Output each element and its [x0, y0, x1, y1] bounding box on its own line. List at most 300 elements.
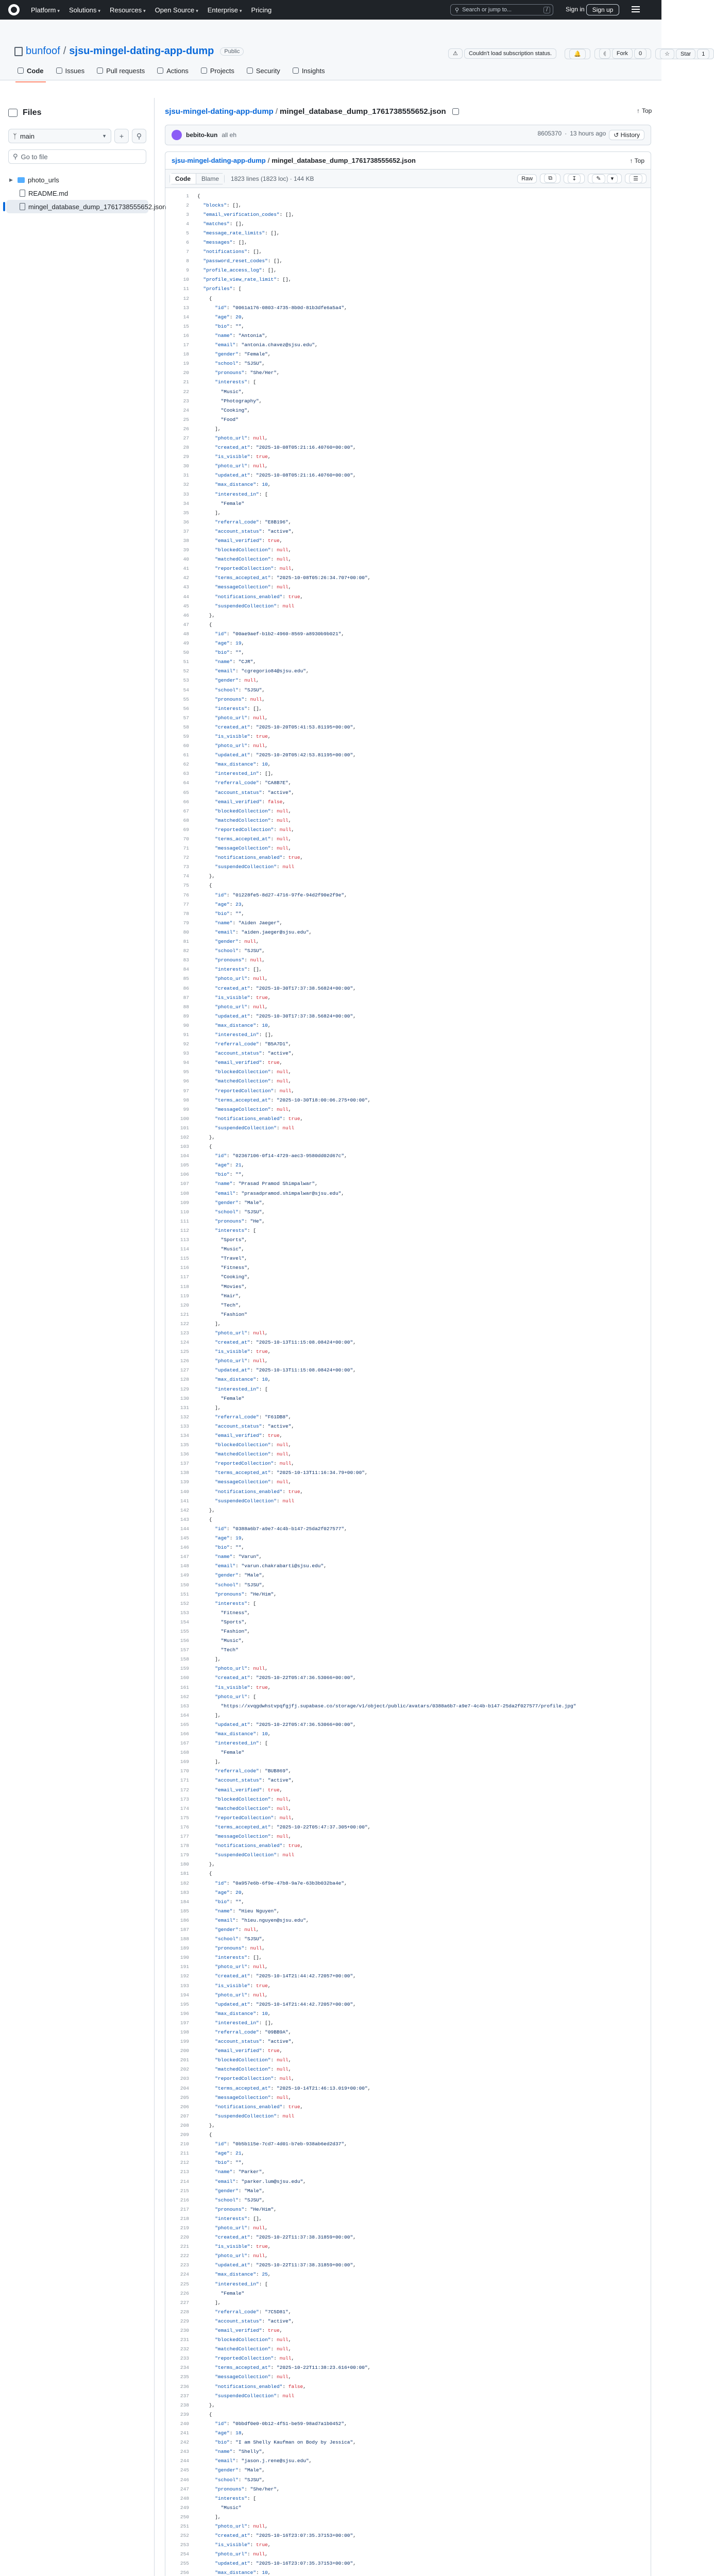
line-number[interactable]: 124 — [180, 1340, 189, 1346]
line-number[interactable]: 179 — [180, 1852, 189, 1858]
tab-actions[interactable]: Actions — [152, 64, 194, 78]
top-button[interactable]: ↑ Top — [637, 107, 652, 114]
repo-owner-link[interactable]: bunfoof — [26, 45, 60, 57]
line-number[interactable]: 89 — [183, 1013, 189, 1019]
line-number[interactable]: 86 — [183, 985, 189, 991]
line-number[interactable]: 217 — [180, 2206, 189, 2212]
line-number[interactable]: 122 — [180, 1320, 189, 1327]
sign-up-button[interactable]: Sign up — [586, 4, 619, 15]
line-number[interactable]: 50 — [183, 650, 189, 656]
line-number[interactable]: 88 — [183, 1004, 189, 1010]
line-number[interactable]: 82 — [183, 948, 189, 954]
line-number[interactable]: 171 — [180, 1777, 189, 1784]
line-number[interactable]: 256 — [180, 2570, 189, 2576]
line-number[interactable]: 55 — [183, 696, 189, 702]
search-files-button[interactable] — [132, 129, 146, 143]
line-number[interactable]: 107 — [180, 1181, 189, 1187]
github-logo-icon[interactable] — [8, 4, 20, 15]
line-number[interactable]: 119 — [180, 1293, 189, 1299]
tab-insights[interactable]: Insights — [287, 64, 330, 78]
line-number[interactable]: 137 — [180, 1461, 189, 1467]
line-number[interactable]: 102 — [180, 1134, 189, 1141]
line-number[interactable]: 26 — [183, 426, 189, 432]
line-number[interactable]: 251 — [180, 2523, 189, 2529]
tree-item-readme[interactable] — [6, 187, 148, 200]
line-number[interactable]: 16 — [183, 332, 189, 338]
download-button[interactable] — [564, 174, 585, 183]
line-number[interactable]: 193 — [180, 1982, 189, 1989]
line-number[interactable]: 224 — [180, 2272, 189, 2278]
line-number[interactable]: 240 — [180, 2420, 189, 2427]
line-number[interactable]: 115 — [180, 1256, 189, 1262]
line-number[interactable]: 70 — [183, 836, 189, 842]
line-number[interactable]: 200 — [180, 2048, 189, 2054]
line-number[interactable]: 210 — [180, 2141, 189, 2147]
line-number[interactable]: 77 — [183, 901, 189, 907]
line-number[interactable]: 62 — [183, 761, 189, 768]
line-number[interactable]: 191 — [180, 1964, 189, 1970]
line-number[interactable]: 187 — [180, 1926, 189, 1933]
line-number[interactable]: 11 — [183, 286, 189, 292]
line-number[interactable]: 173 — [180, 1796, 189, 1802]
line-number[interactable]: 78 — [183, 910, 189, 917]
sidebar-toggle-icon[interactable] — [8, 109, 18, 117]
repo-name-link[interactable]: sjsu-mingel-dating-app-dump — [69, 45, 214, 57]
line-number[interactable]: 215 — [180, 2188, 189, 2194]
line-number[interactable]: 128 — [180, 1377, 189, 1383]
line-number[interactable]: 28 — [183, 445, 189, 451]
line-number[interactable]: 203 — [180, 2076, 189, 2082]
edit-button[interactable] — [588, 174, 622, 183]
line-number[interactable]: 206 — [180, 2104, 189, 2110]
breadcrumb-repo-link[interactable]: sjsu-mingel-dating-app-dump — [172, 157, 266, 164]
line-number[interactable]: 123 — [180, 1330, 189, 1336]
line-number[interactable]: 92 — [183, 1041, 189, 1047]
nav-item[interactable]: Platform ▾ — [31, 6, 60, 14]
line-number[interactable]: 120 — [180, 1302, 189, 1308]
line-number[interactable]: 48 — [183, 631, 189, 637]
line-number[interactable]: 110 — [180, 1209, 189, 1215]
line-number[interactable]: 170 — [180, 1768, 189, 1774]
line-number[interactable]: 74 — [183, 873, 189, 879]
line-number[interactable]: 20 — [183, 370, 189, 376]
line-number[interactable]: 117 — [180, 1274, 189, 1280]
line-number[interactable]: 1 — [186, 193, 189, 199]
line-number[interactable]: 169 — [180, 1759, 189, 1765]
line-number[interactable]: 114 — [180, 1246, 189, 1252]
line-number[interactable]: 56 — [183, 705, 189, 711]
line-number[interactable]: 132 — [180, 1414, 189, 1420]
line-number[interactable]: 31 — [183, 472, 189, 479]
line-number[interactable]: 205 — [180, 2094, 189, 2100]
line-number[interactable]: 29 — [183, 454, 189, 460]
add-file-button[interactable] — [114, 129, 129, 143]
line-number[interactable]: 87 — [183, 994, 189, 1001]
line-number[interactable]: 7 — [186, 249, 189, 255]
tab-projects[interactable]: Projects — [196, 64, 240, 78]
line-number[interactable]: 13 — [183, 304, 189, 311]
line-number[interactable]: 27 — [183, 435, 189, 441]
line-number[interactable]: 57 — [183, 715, 189, 721]
line-number[interactable]: 219 — [180, 2225, 189, 2231]
line-number[interactable]: 37 — [183, 528, 189, 534]
line-number[interactable]: 12 — [183, 295, 189, 301]
line-number[interactable]: 24 — [183, 407, 189, 413]
line-number[interactable]: 196 — [180, 2010, 189, 2016]
line-number[interactable]: 85 — [183, 976, 189, 982]
line-number[interactable]: 146 — [180, 1545, 189, 1551]
line-number[interactable]: 131 — [180, 1404, 189, 1411]
line-number[interactable]: 153 — [180, 1609, 189, 1616]
line-number[interactable]: 164 — [180, 1712, 189, 1718]
line-number[interactable]: 46 — [183, 612, 189, 618]
line-number[interactable]: 246 — [180, 2477, 189, 2483]
line-number[interactable]: 152 — [180, 1600, 189, 1606]
line-number[interactable]: 17 — [183, 342, 189, 348]
line-number[interactable]: 25 — [183, 416, 189, 422]
commit-message[interactable]: all eh — [222, 131, 237, 139]
line-number[interactable]: 255 — [180, 2561, 189, 2567]
line-number[interactable]: 15 — [183, 323, 189, 329]
line-number[interactable]: 35 — [183, 510, 189, 516]
line-number[interactable]: 51 — [183, 659, 189, 665]
line-number[interactable]: 229 — [180, 2318, 189, 2324]
line-number[interactable]: 149 — [180, 1572, 189, 1579]
line-number[interactable]: 41 — [183, 566, 189, 572]
nav-item[interactable]: Resources ▾ — [109, 6, 146, 14]
blame-view-button[interactable]: Blame — [196, 174, 224, 184]
line-number[interactable]: 237 — [180, 2393, 189, 2399]
line-number[interactable]: 135 — [180, 1442, 189, 1448]
line-number[interactable]: 67 — [183, 808, 189, 814]
line-number[interactable]: 142 — [180, 1507, 189, 1513]
line-number[interactable]: 188 — [180, 1936, 189, 1942]
line-number[interactable]: 147 — [180, 1554, 189, 1560]
line-number[interactable]: 34 — [183, 500, 189, 506]
line-number[interactable]: 84 — [183, 967, 189, 973]
line-number[interactable]: 165 — [180, 1721, 189, 1727]
line-number[interactable]: 150 — [180, 1582, 189, 1588]
line-number[interactable]: 143 — [180, 1516, 189, 1522]
line-number[interactable]: 72 — [183, 855, 189, 861]
line-number[interactable]: 242 — [180, 2439, 189, 2446]
line-number[interactable]: 202 — [180, 2066, 189, 2073]
line-number[interactable]: 208 — [180, 2122, 189, 2128]
line-number[interactable]: 162 — [180, 1693, 189, 1700]
line-number[interactable]: 129 — [180, 1386, 189, 1392]
line-number[interactable]: 197 — [180, 2020, 189, 2026]
line-number[interactable]: 63 — [183, 771, 189, 777]
line-number[interactable]: 175 — [180, 1815, 189, 1821]
notifications-button[interactable] — [565, 48, 590, 59]
tab-security[interactable]: Security — [242, 64, 285, 78]
line-number[interactable]: 100 — [180, 1115, 189, 1122]
line-number[interactable]: 225 — [180, 2281, 189, 2287]
line-number[interactable]: 154 — [180, 1619, 189, 1625]
line-number[interactable]: 245 — [180, 2467, 189, 2473]
line-number[interactable]: 105 — [180, 1162, 189, 1168]
line-number[interactable]: 136 — [180, 1451, 189, 1458]
line-number[interactable]: 227 — [180, 2299, 189, 2306]
tab-pull-requests[interactable]: Pull requests — [92, 64, 150, 78]
line-number[interactable]: 216 — [180, 2197, 189, 2203]
line-number[interactable]: 111 — [180, 1218, 189, 1224]
copy-path-icon[interactable] — [452, 108, 459, 115]
line-number[interactable]: 172 — [180, 1787, 189, 1793]
star-button[interactable]: ☆ Star 1 — [655, 48, 714, 59]
line-number[interactable]: 222 — [180, 2253, 189, 2259]
line-number[interactable]: 249 — [180, 2504, 189, 2511]
line-number[interactable]: 233 — [180, 2355, 189, 2362]
line-number[interactable]: 49 — [183, 640, 189, 647]
line-number[interactable]: 80 — [183, 929, 189, 935]
line-number[interactable]: 223 — [180, 2262, 189, 2268]
line-number[interactable]: 241 — [180, 2430, 189, 2436]
line-number[interactable]: 199 — [180, 2039, 189, 2045]
line-number[interactable]: 66 — [183, 799, 189, 805]
line-number[interactable]: 91 — [183, 1031, 189, 1038]
line-number[interactable]: 40 — [183, 556, 189, 563]
line-number[interactable]: 5 — [186, 230, 189, 236]
branch-selector[interactable] — [8, 129, 111, 143]
symbols-panel-button[interactable] — [625, 174, 647, 183]
menu-icon[interactable] — [632, 5, 640, 13]
line-number[interactable]: 81 — [183, 939, 189, 945]
line-number[interactable]: 104 — [180, 1153, 189, 1159]
line-number[interactable]: 32 — [183, 482, 189, 488]
line-number[interactable]: 38 — [183, 538, 189, 544]
copy-raw-button[interactable] — [540, 174, 560, 183]
line-number[interactable]: 194 — [180, 1992, 189, 1998]
line-number[interactable]: 6 — [186, 240, 189, 246]
line-number[interactable]: 60 — [183, 743, 189, 749]
line-number[interactable]: 97 — [183, 1088, 189, 1094]
tree-item-database-dump[interactable] — [6, 200, 166, 213]
breadcrumb-repo-link[interactable]: sjsu-mingel-dating-app-dump — [165, 107, 274, 116]
line-number[interactable]: 36 — [183, 519, 189, 525]
line-number[interactable]: 180 — [180, 1861, 189, 1868]
line-number[interactable]: 42 — [183, 575, 189, 581]
line-number[interactable]: 213 — [180, 2169, 189, 2175]
avatar[interactable] — [172, 130, 182, 140]
line-number[interactable]: 75 — [183, 883, 189, 889]
line-number[interactable]: 95 — [183, 1069, 189, 1075]
line-number[interactable]: 230 — [180, 2328, 189, 2334]
line-number[interactable]: 178 — [180, 1843, 189, 1849]
nav-item[interactable]: Pricing — [251, 6, 272, 14]
line-number[interactable]: 226 — [180, 2290, 189, 2296]
line-number[interactable]: 45 — [183, 603, 189, 609]
line-number[interactable]: 10 — [183, 277, 189, 283]
line-number[interactable]: 235 — [180, 2374, 189, 2380]
line-number[interactable]: 209 — [180, 2132, 189, 2138]
line-number[interactable]: 90 — [183, 1022, 189, 1028]
line-number[interactable]: 151 — [180, 1591, 189, 1597]
line-number[interactable]: 185 — [180, 1908, 189, 1914]
line-number[interactable]: 232 — [180, 2346, 189, 2352]
line-number[interactable]: 238 — [180, 2402, 189, 2408]
line-number[interactable]: 254 — [180, 2551, 189, 2557]
tab-issues[interactable]: Issues — [51, 64, 90, 78]
line-number[interactable]: 156 — [180, 1638, 189, 1644]
line-number[interactable]: 198 — [180, 2029, 189, 2036]
line-number[interactable]: 163 — [180, 1703, 189, 1709]
nav-item[interactable]: Solutions ▾ — [69, 6, 100, 14]
line-number[interactable]: 65 — [183, 789, 189, 795]
line-number[interactable]: 204 — [180, 2085, 189, 2091]
line-number[interactable]: 83 — [183, 957, 189, 963]
line-number[interactable]: 214 — [180, 2178, 189, 2184]
line-number[interactable]: 176 — [180, 1824, 189, 1830]
line-number[interactable]: 98 — [183, 1097, 189, 1103]
line-number[interactable]: 239 — [180, 2411, 189, 2417]
line-number[interactable]: 130 — [180, 1395, 189, 1401]
line-number[interactable]: 189 — [180, 1945, 189, 1952]
nav-item[interactable]: Enterprise ▾ — [207, 6, 242, 14]
line-number[interactable]: 140 — [180, 1488, 189, 1495]
line-number[interactable]: 212 — [180, 2160, 189, 2166]
line-number[interactable]: 184 — [180, 1899, 189, 1905]
line-number[interactable]: 192 — [180, 1973, 189, 1979]
line-number[interactable]: 3 — [186, 211, 189, 217]
line-number[interactable]: 168 — [180, 1750, 189, 1756]
line-number[interactable]: 247 — [180, 2486, 189, 2492]
line-number[interactable]: 181 — [180, 1871, 189, 1877]
line-number[interactable]: 94 — [183, 1060, 189, 1066]
line-number[interactable]: 109 — [180, 1199, 189, 1206]
line-number[interactable]: 79 — [183, 920, 189, 926]
line-number[interactable]: 133 — [180, 1423, 189, 1429]
line-number[interactable]: 18 — [183, 351, 189, 358]
line-number[interactable]: 30 — [183, 463, 189, 469]
line-number[interactable]: 96 — [183, 1078, 189, 1084]
line-number[interactable]: 220 — [180, 2234, 189, 2241]
line-number[interactable]: 144 — [180, 1526, 189, 1532]
fork-button[interactable]: ⦇ Fork 0 — [594, 48, 651, 59]
search-input[interactable] — [450, 4, 553, 15]
line-number[interactable]: 236 — [180, 2383, 189, 2389]
line-number[interactable]: 159 — [180, 1666, 189, 1672]
line-number[interactable]: 71 — [183, 845, 189, 852]
line-number[interactable]: 33 — [183, 491, 189, 497]
line-number[interactable]: 73 — [183, 864, 189, 870]
tree-item-photo-urls[interactable] — [6, 173, 148, 187]
line-number[interactable]: 68 — [183, 817, 189, 823]
line-number[interactable]: 126 — [180, 1358, 189, 1364]
line-number[interactable]: 177 — [180, 1834, 189, 1840]
line-number[interactable]: 121 — [180, 1311, 189, 1317]
code-viewer[interactable] — [165, 188, 651, 2576]
line-number[interactable]: 93 — [183, 1050, 189, 1057]
line-number[interactable]: 59 — [183, 733, 189, 739]
line-number[interactable]: 21 — [183, 379, 189, 385]
line-number[interactable]: 44 — [183, 594, 189, 600]
raw-button[interactable]: Raw — [517, 174, 537, 183]
line-number[interactable]: 103 — [180, 1144, 189, 1150]
line-number[interactable]: 76 — [183, 892, 189, 898]
line-number[interactable]: 9 — [186, 267, 189, 274]
line-number[interactable]: 47 — [183, 621, 189, 628]
line-number[interactable]: 234 — [180, 2365, 189, 2371]
line-number[interactable]: 8 — [186, 258, 189, 264]
line-number[interactable]: 160 — [180, 1675, 189, 1681]
line-number[interactable]: 158 — [180, 1656, 189, 1663]
tab-code[interactable]: Code — [12, 64, 49, 78]
line-number[interactable]: 14 — [183, 314, 189, 320]
line-number[interactable]: 112 — [180, 1227, 189, 1233]
line-number[interactable]: 161 — [180, 1684, 189, 1690]
line-number[interactable]: 39 — [183, 547, 189, 553]
line-number[interactable]: 116 — [180, 1265, 189, 1271]
line-number[interactable]: 106 — [180, 1172, 189, 1178]
line-number[interactable]: 207 — [180, 2113, 189, 2119]
line-number[interactable]: 43 — [183, 584, 189, 590]
line-number[interactable]: 108 — [180, 1190, 189, 1196]
commit-hash[interactable]: 8605370 — [537, 130, 562, 137]
line-number[interactable]: 182 — [180, 1880, 189, 1886]
line-number[interactable]: 54 — [183, 687, 189, 693]
line-number[interactable]: 183 — [180, 1889, 189, 1895]
nav-item[interactable]: Open Source ▾ — [155, 6, 198, 14]
line-number[interactable]: 69 — [183, 826, 189, 833]
line-number[interactable]: 166 — [180, 1731, 189, 1737]
line-number[interactable]: 243 — [180, 2449, 189, 2455]
line-number[interactable]: 190 — [180, 1955, 189, 1961]
line-number[interactable]: 253 — [180, 2542, 189, 2548]
line-number[interactable]: 244 — [180, 2458, 189, 2464]
line-number[interactable]: 252 — [180, 2533, 189, 2539]
line-number[interactable]: 127 — [180, 1367, 189, 1374]
line-number[interactable]: 64 — [183, 780, 189, 786]
code-view-button[interactable]: Code — [170, 174, 196, 184]
chevron-right-icon[interactable]: ▶ — [9, 177, 13, 182]
line-number[interactable]: 221 — [180, 2244, 189, 2250]
line-number[interactable]: 195 — [180, 2001, 189, 2007]
line-number[interactable]: 248 — [180, 2495, 189, 2501]
line-number[interactable]: 250 — [180, 2514, 189, 2520]
go-to-file-input[interactable] — [8, 149, 146, 164]
line-number[interactable]: 211 — [180, 2150, 189, 2157]
line-number[interactable]: 157 — [180, 1647, 189, 1653]
commit-author[interactable]: bebito-kun — [186, 131, 218, 139]
line-number[interactable]: 201 — [180, 2057, 189, 2063]
line-number[interactable]: 125 — [180, 1349, 189, 1355]
line-number[interactable]: 52 — [183, 668, 189, 674]
line-number[interactable]: 139 — [180, 1479, 189, 1485]
line-number[interactable]: 145 — [180, 1535, 189, 1541]
line-number[interactable]: 231 — [180, 2337, 189, 2343]
line-number[interactable]: 4 — [186, 221, 189, 227]
line-number[interactable]: 58 — [183, 724, 189, 730]
line-number[interactable]: 138 — [180, 1470, 189, 1476]
line-number[interactable]: 2 — [186, 202, 189, 208]
line-number[interactable]: 141 — [180, 1498, 189, 1504]
line-number[interactable]: 167 — [180, 1740, 189, 1747]
line-number[interactable]: 148 — [180, 1563, 189, 1569]
line-number[interactable]: 19 — [183, 361, 189, 367]
history-button[interactable]: ↺ History — [609, 130, 644, 140]
line-number[interactable]: 99 — [183, 1106, 189, 1112]
line-number[interactable]: 101 — [180, 1125, 189, 1131]
line-number[interactable]: 218 — [180, 2215, 189, 2222]
line-number[interactable]: 61 — [183, 752, 189, 758]
line-number[interactable]: 186 — [180, 1917, 189, 1923]
line-number[interactable]: 118 — [180, 1283, 189, 1290]
line-number[interactable]: 113 — [180, 1237, 189, 1243]
top-button[interactable]: ↑ Top — [630, 157, 644, 164]
sign-in-link[interactable]: Sign in — [566, 6, 585, 13]
line-number[interactable]: 22 — [183, 388, 189, 395]
